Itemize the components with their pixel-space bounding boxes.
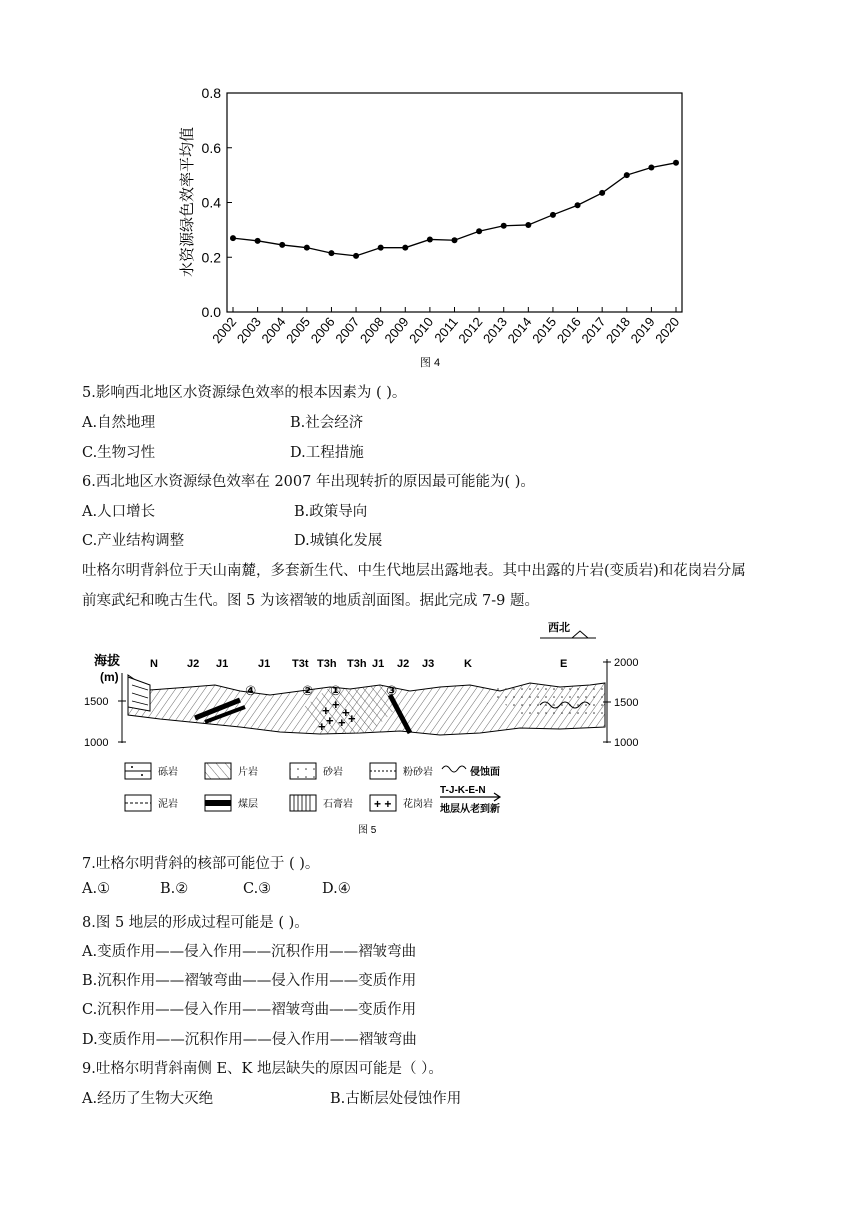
x-tick-label: 2012 [455,314,486,347]
stratum-label: T3t [292,658,309,670]
q5-stem: 5.影响西北地区水资源绿色效率的根本因素为 ( )。 [82,385,407,401]
svg-text:+: + [322,703,330,718]
marker-2: ② [302,683,314,698]
strata-order-sequence: T-J-K-E-N [440,785,486,796]
y-axis-label: 水资源绿色效率平均值 [178,126,196,278]
data-point [353,253,359,259]
stratum-label: J2 [187,658,200,670]
data-point [575,202,581,208]
q9-option-a[interactable]: A.经历了生物大灭绝 [82,1091,214,1107]
y-tick-label: 0.6 [201,139,221,156]
data-point [673,160,679,166]
x-tick-label: 2007 [332,314,363,347]
data-point [550,212,556,218]
legend-siltstone: 粉砂岩 [403,767,433,778]
data-point [279,242,285,248]
q9-stem: 9.吐格尔明背斜南侧 E、K 地层缺失的原因可能是（ ）。 [82,1061,443,1077]
x-tick-label: 2009 [381,314,412,347]
svg-text:+: + [326,713,334,728]
x-tick-label: 2008 [356,314,387,347]
x-tick-label: 2006 [307,314,338,347]
legend-sandstone: 砂岩 [323,767,343,778]
svg-text:+ +: + + [374,797,392,811]
x-tick-label: 2014 [504,314,535,347]
x-tick-label: 2003 [233,314,264,347]
q5-option-d[interactable]: D.工程措施 [290,445,364,461]
svg-text:+: + [342,705,350,720]
x-tick-label: 2002 [209,314,240,347]
plot-frame [227,93,682,312]
stratum-label: T3h [347,658,367,670]
q7-option-b[interactable]: B.② [160,881,189,897]
q5-option-c[interactable]: C.生物习性 [82,445,156,461]
passage-line-1: 吐格尔明背斜位于天山南麓，多套新生代、中生代地层出露地表。其中出露的片岩(变质岩)和花岗岩分属 [82,563,746,579]
data-point [624,172,630,178]
stratum-label: E [560,658,568,670]
data-point [648,164,654,170]
data-point [255,238,261,244]
data-point [328,250,334,256]
q6-option-b[interactable]: B.政策导向 [294,504,368,520]
legend-mudstone: 泥岩 [158,799,178,810]
passage-line-2: 前寒武纪和晚古生代。图 5 为该褶皱的地质剖面图。据此完成 7-9 题。 [82,593,540,609]
stratum-label: J2 [397,658,410,670]
q8-option-b[interactable]: B.沉积作用——褶皱弯曲——侵入作用——变质作用 [82,973,417,989]
stratum-label: J1 [372,658,385,670]
right-tick-1000: 1000 [614,737,639,749]
data-point [525,222,531,228]
legend [125,763,500,815]
right-tick-1500: 1500 [614,697,639,709]
data-point [599,190,605,196]
svg-text:+: + [318,719,326,734]
data-point [230,235,236,241]
data-point [476,228,482,234]
legend-schist: 片岩 [238,767,258,778]
x-tick-label: 2018 [602,314,634,347]
altitude-label: 海拔 [94,653,121,668]
stratum-label: N [150,658,158,670]
line-chart [0,0,860,380]
x-tick-label: 2017 [578,314,609,347]
x-tick-label: 2004 [258,314,289,347]
x-tick-label: 2013 [479,314,511,347]
q6-option-a[interactable]: A.人口增长 [82,504,156,520]
data-point [427,236,433,242]
geologic-section-figure [0,615,860,845]
legend-coal: 煤层 [238,799,258,810]
data-point [452,237,458,243]
legend-granite: 花岗岩 [403,799,433,810]
q6-option-d[interactable]: D.城镇化发展 [294,533,383,549]
data-point [378,245,384,251]
q5-option-a[interactable]: A.自然地理 [82,415,156,431]
q8-stem: 8.图 5 地层的形成过程可能是 ( )。 [82,915,309,931]
left-tick-1000: 1000 [84,737,109,749]
y-tick-label: 0.2 [201,249,221,266]
q9-option-b[interactable]: B.古断层处侵蚀作用 [330,1091,462,1107]
svg-text:+: + [348,711,356,726]
data-point [304,245,310,251]
marker-4: ④ [245,683,257,698]
figure4-caption: 图 4 [419,357,441,369]
direction-label: 西北 [548,622,570,634]
x-tick-label: 2010 [406,314,437,347]
y-tick-label: 0.4 [201,194,221,211]
x-tick-label: 2016 [553,314,584,347]
x-tick-label: 2015 [529,314,560,347]
x-tick-label: 2020 [652,314,683,347]
x-tick-label: 2019 [627,314,658,347]
x-tick-label: 2011 [431,314,461,346]
q6-stem: 6.西北地区水资源绿色效率在 2007 年出现转折的原因最可能能为( )。 [82,474,535,490]
x-tick-label: 2005 [283,314,314,347]
q7-stem: 7.吐格尔明背斜的核部可能位于 ( )。 [82,856,320,872]
marker-3: ③ [386,683,398,698]
legend-gypsum: 石膏岩 [323,799,353,810]
y-tick-label: 0.8 [201,85,221,101]
q8-option-a[interactable]: A.变质作用——侵入作用——沉积作用——褶皱弯曲 [82,944,417,960]
svg-text:+: + [332,697,340,712]
legend-erosion: 侵蚀面 [470,767,500,778]
stratum-label: J1 [216,658,229,670]
stratum-label: J3 [422,658,435,670]
data-point [402,245,408,251]
altitude-unit: (m) [100,670,119,684]
q8-option-c[interactable]: C.沉积作用——侵入作用——褶皱弯曲——变质作用 [82,1002,417,1018]
stratum-label: J1 [258,658,271,670]
left-tick-1500: 1500 [84,696,109,708]
strata-order-text: 地层从老到新 [440,804,500,815]
y-tick-label: 0.0 [201,304,221,320]
q5-option-b[interactable]: B.社会经济 [290,415,364,431]
data-point [501,223,507,229]
figure5-caption: 图 5 [358,825,377,836]
legend-conglomerate: 砾岩 [158,767,178,778]
stratum-label: K [464,658,472,670]
q7-option-a[interactable]: A.① [82,881,111,897]
marker-1: ① [330,683,342,698]
svg-text:+: + [338,715,346,730]
stratum-label: T3h [317,658,337,670]
q7-option-d[interactable]: D.④ [322,881,351,897]
q6-option-c[interactable]: C.产业结构调整 [82,533,185,549]
q8-option-d[interactable]: D.变质作用——沉积作用——侵入作用——褶皱弯曲 [82,1032,417,1048]
right-tick-2000: 2000 [614,657,639,669]
q7-option-c[interactable]: C.③ [243,881,272,897]
